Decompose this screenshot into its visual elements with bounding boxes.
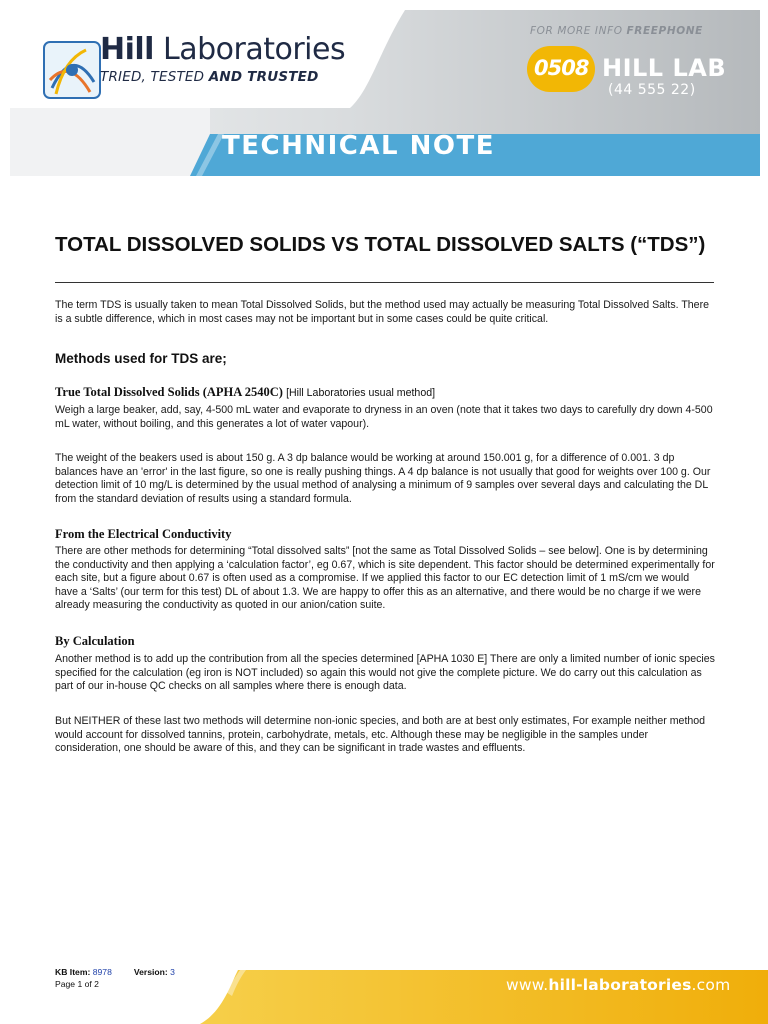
section-calculation-paragraph-2: But NEITHER of these last two methods will determine non-ionic species, and both are at best only estimates, For example neither method would account for dissolved tannins, protein, carbohydrate, metals, etc. Although these may be negligible in the samples under consideration, one should be aware of this, and they can be significant in trade wastes and effluents. — [55, 715, 706, 755]
brand-tagline: TRIED, TESTED AND TRUSTED — [100, 69, 319, 85]
title-divider — [55, 282, 714, 283]
section-true-tds-paragraph-1: Weigh a large beaker, add, say, 4-500 mL water and evaporate to dryness in an oven (note that it takes two days to carefully dry down 4-500 mL water, without boiling, and this generates a lot of water vapour). — [55, 404, 713, 430]
document-title: TOTAL DISSOLVED SOLIDS VS TOTAL DISSOLVED SALTS (“TDS”) — [55, 233, 706, 256]
section-conductivity-paragraph: There are other methods for determining “Total dissolved salts” [not the same as Total Dissolved Solids – see below]. One is by determining the conductivity and then applying a ‘calculation factor’, eg 0.67, which is site dependent. This factor should be determined experimentally for each site, but a figure about 0.67 is often used as a compromise. If we applied this factor to our EC detection limit of 1 mS/cm we would have a ‘Salts’ (our term for this test) DL of about 1.3. We are happy to offer this as an alternative, and there would be no charge if we were already measuring the conductivity as quoted in our anion/cation suite. — [55, 545, 715, 612]
footer-metadata: KB Item: 8978 Version: 3 Page 1 of 2 — [55, 967, 175, 989]
website-link[interactable]: www.hill-laboratories.com — [506, 976, 731, 994]
section-heading-calculation: By Calculation — [55, 634, 135, 648]
section-note: [Hill Laboratories usual method] — [286, 387, 436, 399]
intro-paragraph: The term TDS is usually taken to mean Total Dissolved Solids, but the method used may actually be measuring Total Dissolved Salts. There is a subtle difference, which in most cases may not be important but in some cases could be quite critical. — [55, 299, 709, 325]
page-number: Page 1 of 2 — [55, 979, 99, 989]
methods-heading: Methods used for TDS are; — [55, 351, 227, 366]
kb-item-number: 8978 — [92, 967, 112, 977]
freephone-label: FOR MORE INFO FREEPHONE — [530, 25, 703, 37]
brand-name: Hill Laboratories — [100, 32, 346, 67]
phone-digits: (44 555 22) — [608, 82, 696, 98]
section-heading-conductivity: From the Electrical Conductivity — [55, 527, 232, 541]
section-heading-true-tds: True Total Dissolved Solids (APHA 2540C) [Hill Laboratories usual method] — [55, 385, 436, 399]
phone-name: HILL LAB — [602, 54, 727, 82]
hill-labs-logo-icon — [42, 40, 102, 100]
version-number: 3 — [170, 967, 175, 977]
section-calculation-paragraph-1: Another method is to add up the contribution from all the species determined [APHA 1030 E] There are only a limited number of ionic species specified for the calculation (eg iron is NOT included) so again this would not give the complete picture. We do carry out this calculation as part of our in-house QC checks on all samples where there is enough data. — [55, 653, 715, 693]
phone-prefix: 0508 — [534, 56, 589, 80]
section-true-tds-paragraph-2: The weight of the beakers used is about 150 g. A 3 dp balance would be working at around 150.001 g, for a difference of 0.001. 3 dp balances have an 'error' in the last figure, so one is really pushing things. A 4 dp balance is not usually that good for weights over 100 g. Our detection limit of 10 mg/L is determined by the usual method of analysing a minimum of 9 samples over several days and calculating the DL from the standard deviation of results using a standard formula. — [55, 452, 711, 505]
technical-note-label: TECHNICAL NOTE — [222, 131, 495, 161]
